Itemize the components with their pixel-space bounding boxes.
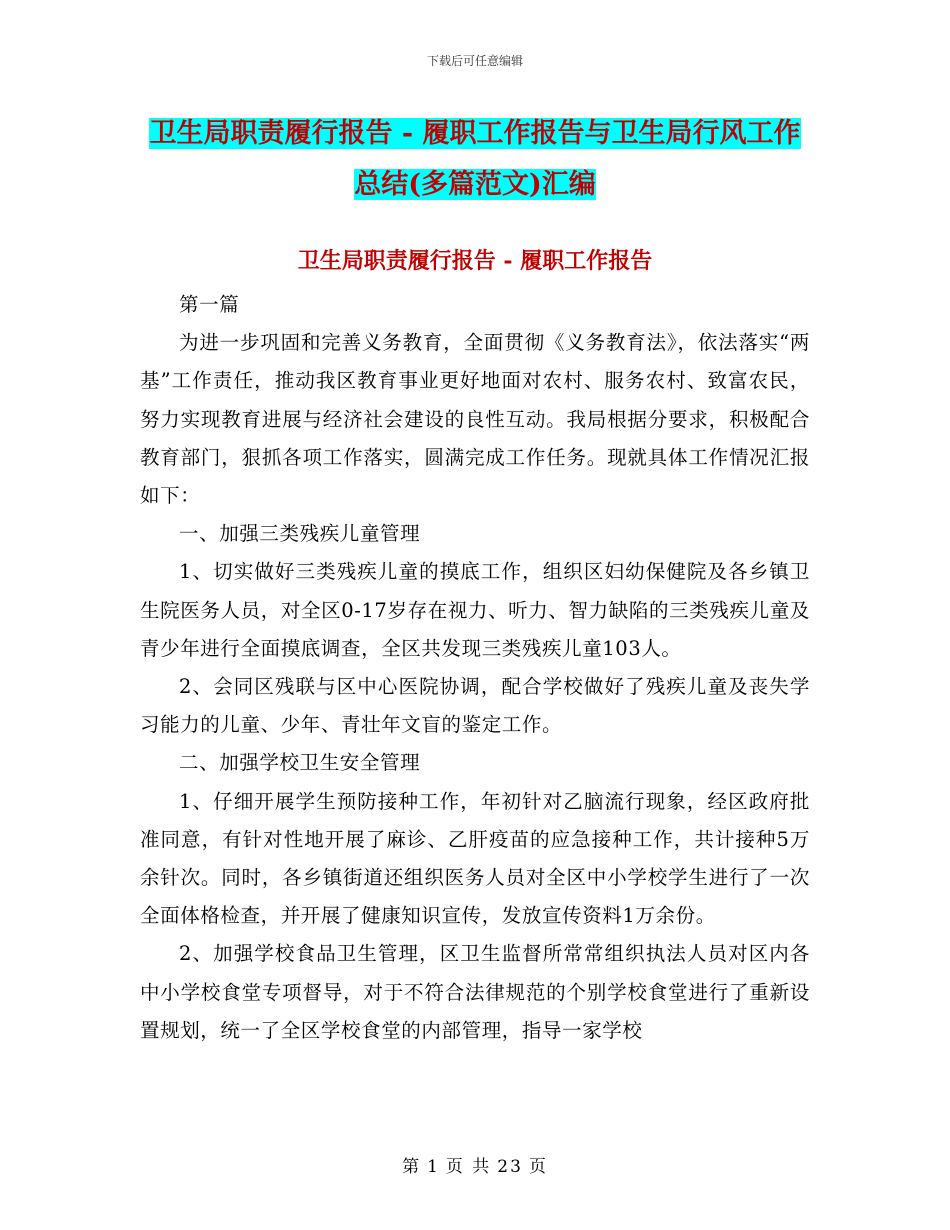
- footer-prefix: 第: [402, 1157, 422, 1177]
- paragraph: 2、会同区残联与区中心医院协调，配合学校做好了残疾儿童及丧失学习能力的儿童、少年、青壮年文盲的鉴定工作。: [140, 675, 810, 737]
- document-body: [140, 286, 810, 1050]
- paragraph: 1、切实做好三类残疾儿童的摸底工作，组织区妇幼保健院及各乡镇卫生院医务人员，对全区0-17岁存在视力、听力、智力缺陷的三类残疾儿童及青少年进行全面摸底调查，全区共发现三类残疾儿童103人。: [140, 560, 810, 660]
- current-page-number: 1: [427, 1157, 440, 1177]
- footer-middle: 页 共: [445, 1157, 492, 1177]
- paragraph: 二、加强学校卫生安全管理: [179, 751, 421, 775]
- document-title: [140, 108, 810, 210]
- page-footer: [0, 1152, 950, 1177]
- header-note: 下载后可任意编辑: [426, 54, 523, 68]
- paragraph: 一、加强三类残疾儿童管理: [179, 522, 421, 546]
- paragraph: 第一篇: [179, 293, 240, 316]
- footer-suffix: 页: [528, 1157, 548, 1177]
- paragraph: 1、仔细开展学生预防接种工作，年初针对乙脑流行现象，经区政府批准同意，有针对性地开展了麻诊、乙肝疫苗的应急接种工作，共计接种5万余针次。同时，各乡镇街道还组织医务人员对全区中小学校学生进行了一次全面体格检查，并开展了健康知识宣传，发放宣传资料1万余份。: [140, 789, 810, 928]
- paragraph: 为进一步巩固和完善义务教育，全面贯彻《义务教育法》，依法落实“两基”工作责任，推动我区教育事业更好地面对农村、服务农村、致富农民，努力实现教育进展与经济社会建设的良性互动。我局根据分要求，积极配合教育部门，狠抓各项工作落实，圆满完成工作任务。现就具体工作情况汇报如下：: [140, 331, 810, 508]
- section-title: 卫生局职责履行报告 - 履职工作报告: [297, 248, 653, 274]
- total-pages: 23: [497, 1157, 523, 1177]
- title-highlight: 卫生局职责履行报告 - 履职工作报告与卫生局行风工作总结(多篇范文)汇编: [149, 118, 801, 200]
- paragraph: 2、加强学校食品卫生管理，区卫生监督所常常组织执法人员对区内各中小学校食堂专项督导，对于不符合法律规范的个别学校食堂进行了重新设置规划，统一了全区学校食堂的内部管理，指导一家学校: [140, 942, 810, 1042]
